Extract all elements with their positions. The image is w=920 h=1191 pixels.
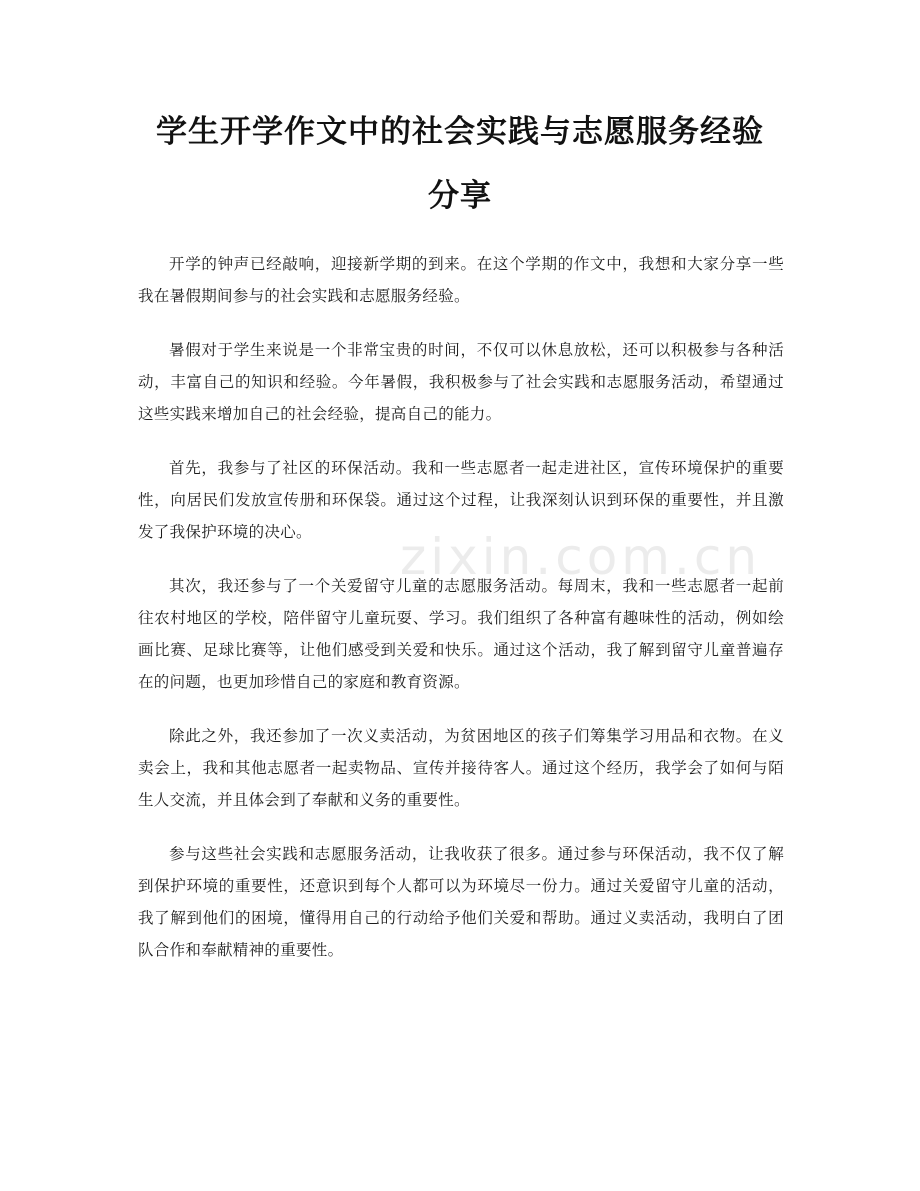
title-line-2: 分享	[428, 178, 492, 214]
watermark: zixin.com.cn	[400, 528, 762, 586]
paragraph: 暑假对于学生来说是一个非常宝贵的时间，不仅可以休息放松，还可以积极参与各种活动，丰富自己的知识和经验。今年暑假，我积极参与了社会实践和志愿服务活动，希望通过这些实践来增加自己的社会经验，提高自己的能力。	[138, 341, 784, 423]
paragraph: 其次，我还参与了一个关爱留守儿童的志愿服务活动。每周末，我和一些志愿者一起前往农村地区的学校，陪伴留守儿童玩耍、学习。我们组织了各种富有趣味性的活动，例如绘画比赛、足球比赛等，让他们感受到关爱和快乐。通过这个活动，我了解到留守儿童普遍存在的问题，也更加珍惜自己的家庭和教育资源。	[138, 577, 784, 691]
paragraph: 除此之外，我还参加了一次义卖活动，为贫困地区的孩子们筹集学习用品和衣物。在义卖会上，我和其他志愿者一起卖物品、宣传并接待客人。通过这个经历，我学会了如何与陌生人交流，并且体会到了奉献和义务的重要性。	[138, 727, 784, 809]
title-line-1: 学生开学作文中的社会实践与志愿服务经验	[156, 114, 764, 150]
document-body	[138, 248, 784, 988]
paragraph: 首先，我参与了社区的环保活动。我和一些志愿者一起走进社区，宣传环境保护的重要性，向居民们发放宣传册和环保袋。通过这个过程，让我深刻认识到环保的重要性，并且激发了我保护环境的决心。	[138, 459, 784, 541]
paragraph: 开学的钟声已经敲响，迎接新学期的到来。在这个学期的作文中，我想和大家分享一些我在暑假期间参与的社会实践和志愿服务经验。	[138, 255, 784, 305]
document-title	[110, 100, 810, 228]
paragraph: 参与这些社会实践和志愿服务活动，让我收获了很多。通过参与环保活动，我不仅了解到保护环境的重要性，还意识到每个人都可以为环境尽一份力。通过关爱留守儿童的活动，我了解到他们的困境，懂得用自己的行动给予他们关爱和帮助。通过义卖活动，我明白了团队合作和奉献精神的重要性。	[138, 845, 784, 959]
